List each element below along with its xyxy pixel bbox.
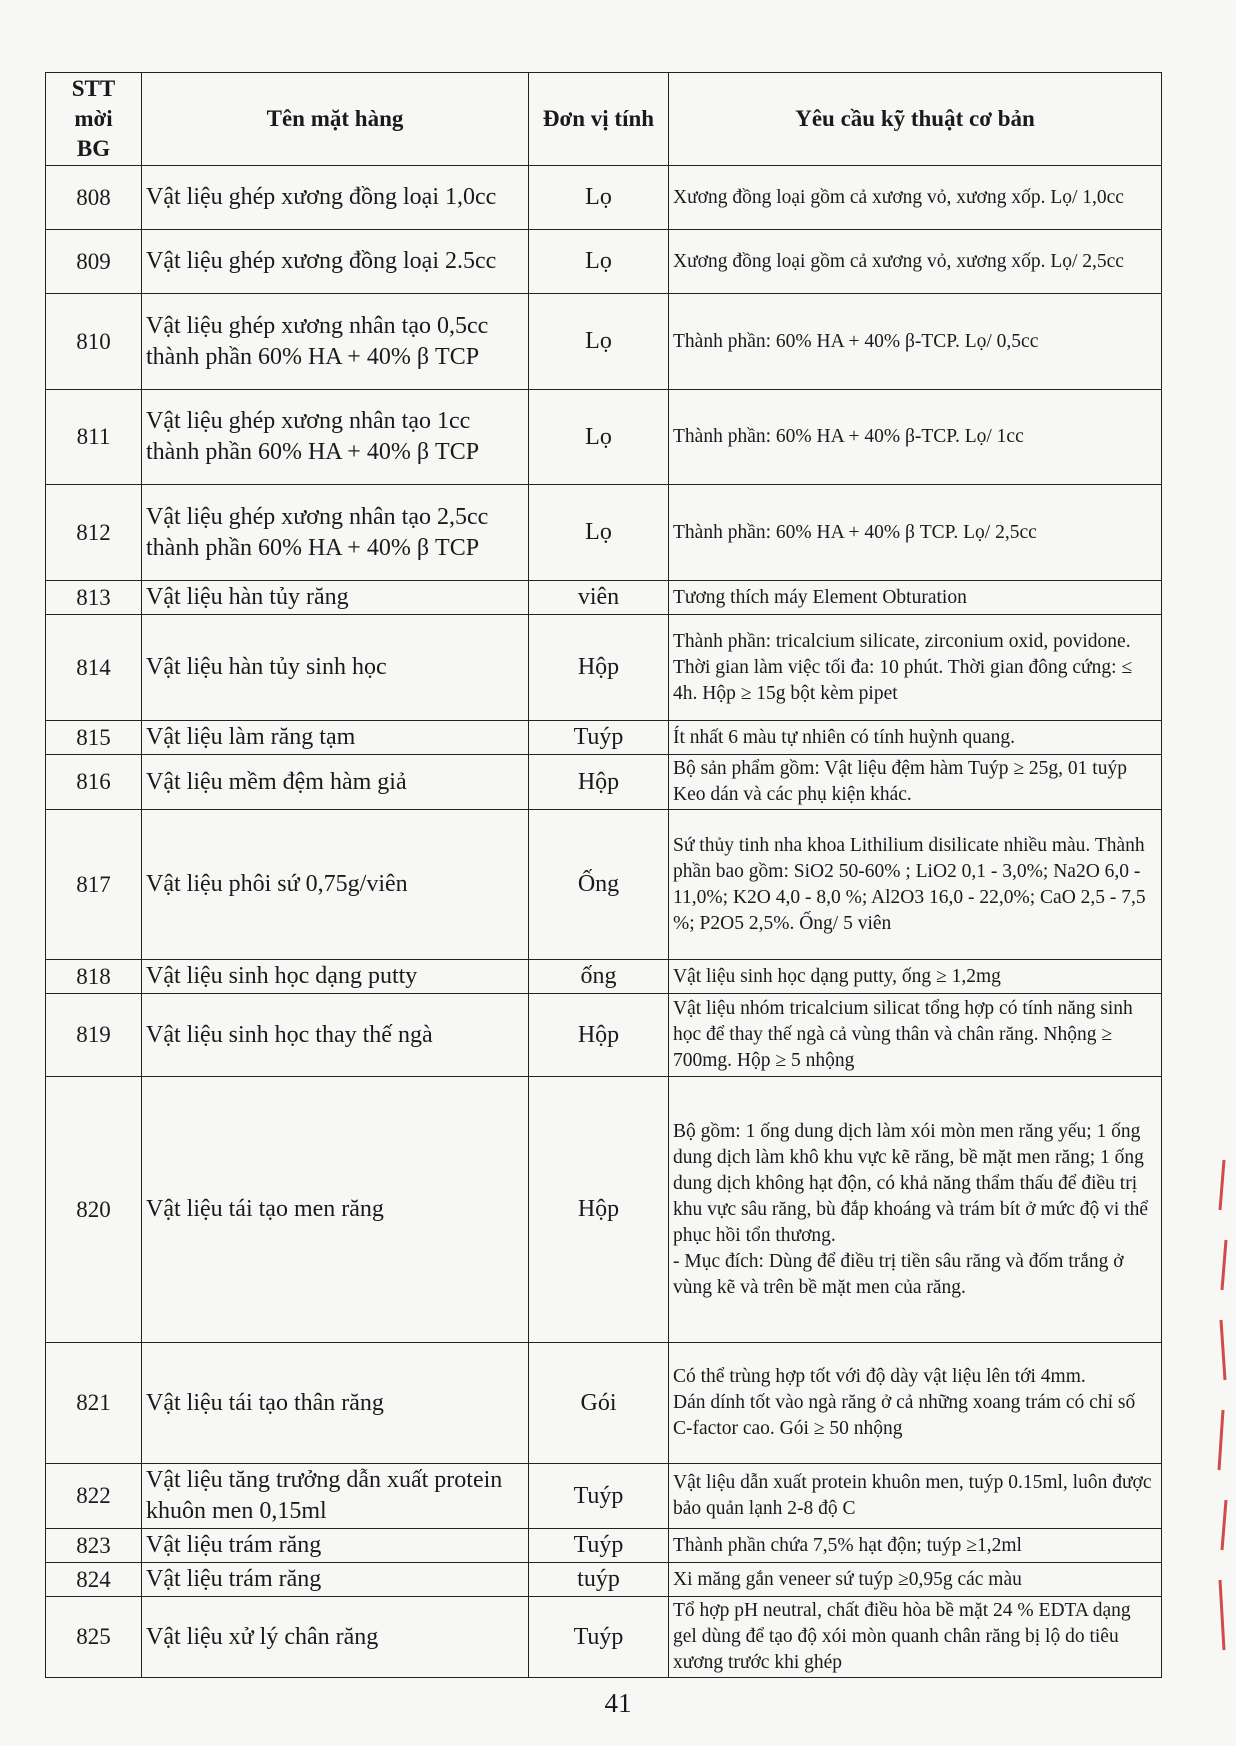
row-item-name: Vật liệu ghép xương nhân tạo 2,5cc thành phần 60% HA + 40% β TCP xyxy=(142,485,529,581)
row-requirements: Thành phần: tricalcium silicate, zirconium oxid, povidone. Thời gian làm việc tối đa: 10 phút. Thời gian đông cứng: ≤ 4h. Hộp ≥ 15g bột kèm pipet xyxy=(669,615,1162,721)
row-requirements: Sứ thủy tinh nha khoa Lithilium disilicate nhiều màu. Thành phần bao gồm: SiO2 50-60% ; LiO2 0,1 - 3,0%; Na2O 6,0 - 11,0%; K2O 4,0 - 8,0 %; Al2O3 16,0 - 22,0%; CaO 2,5 - 7,5 %; P2O5 2,5%. Ống/ 5 viên xyxy=(669,810,1162,960)
row-unit: Tuýp xyxy=(529,1529,669,1563)
table-row xyxy=(46,1563,1162,1597)
table-header-row xyxy=(46,73,1162,166)
row-unit: tuýp xyxy=(529,1563,669,1597)
row-stt: 812 xyxy=(46,485,142,581)
row-unit: Hộp xyxy=(529,1077,669,1343)
table-row xyxy=(46,810,1162,960)
row-stt: 817 xyxy=(46,810,142,960)
table-row xyxy=(46,960,1162,994)
row-unit: Lọ xyxy=(529,390,669,485)
row-unit: Lọ xyxy=(529,230,669,294)
row-item-name: Vật liệu sinh học dạng putty xyxy=(142,960,529,994)
row-stt: 814 xyxy=(46,615,142,721)
row-stt: 809 xyxy=(46,230,142,294)
row-stt: 811 xyxy=(46,390,142,485)
row-requirements: Xương đồng loại gồm cả xương vỏ, xương xốp. Lọ/ 2,5cc xyxy=(669,230,1162,294)
row-unit: Hộp xyxy=(529,615,669,721)
row-requirements: Thành phần: 60% HA + 40% β-TCP. Lọ/ 1cc xyxy=(669,390,1162,485)
row-stt: 815 xyxy=(46,721,142,755)
row-item-name: Vật liệu ghép xương nhân tạo 1cc thành phần 60% HA + 40% β TCP xyxy=(142,390,529,485)
technical-requirements-table xyxy=(45,72,1162,1678)
header-stt-line1: STT xyxy=(71,76,116,101)
red-stamp-edge xyxy=(1212,1150,1236,1670)
table-row xyxy=(46,1077,1162,1343)
table-row xyxy=(46,615,1162,721)
header-stt xyxy=(46,73,142,166)
row-stt: 821 xyxy=(46,1343,142,1464)
row-item-name: Vật liệu hàn tủy sinh học xyxy=(142,615,529,721)
row-item-name: Vật liệu tái tạo thân răng xyxy=(142,1343,529,1464)
row-stt: 823 xyxy=(46,1529,142,1563)
row-unit: Lọ xyxy=(529,166,669,230)
row-requirements: Xi măng gắn veneer sứ tuýp ≥0,95g các màu xyxy=(669,1563,1162,1597)
row-item-name: Vật liệu tăng trưởng dẫn xuất protein khuôn men 0,15ml xyxy=(142,1464,529,1529)
row-item-name: Vật liệu xử lý chân răng xyxy=(142,1597,529,1678)
row-requirements: Thành phần: 60% HA + 40% β TCP. Lọ/ 2,5cc xyxy=(669,485,1162,581)
table-row xyxy=(46,721,1162,755)
row-item-name: Vật liệu hàn tủy răng xyxy=(142,581,529,615)
table-row xyxy=(46,1343,1162,1464)
row-requirements: Thành phần chứa 7,5% hạt độn; tuýp ≥1,2ml xyxy=(669,1529,1162,1563)
row-item-name: Vật liệu ghép xương đồng loại 2.5cc xyxy=(142,230,529,294)
row-item-name: Vật liệu trám răng xyxy=(142,1563,529,1597)
table-row xyxy=(46,230,1162,294)
table-row xyxy=(46,390,1162,485)
header-stt-line3: BG xyxy=(76,136,111,161)
table-row xyxy=(46,166,1162,230)
row-unit: Gói xyxy=(529,1343,669,1464)
table-row xyxy=(46,581,1162,615)
row-requirements: Bộ sản phẩm gồm: Vật liệu đệm hàm Tuýp ≥ 25g, 01 tuýp Keo dán và các phụ kiện khác. xyxy=(669,755,1162,810)
row-item-name: Vật liệu trám răng xyxy=(142,1529,529,1563)
row-stt: 820 xyxy=(46,1077,142,1343)
row-requirements: Vật liệu sinh học dạng putty, ống ≥ 1,2mg xyxy=(669,960,1162,994)
table-row xyxy=(46,1529,1162,1563)
row-unit: viên xyxy=(529,581,669,615)
row-requirements: Tổ hợp pH neutral, chất điều hòa bề mặt 24 % EDTA dạng gel dùng để tạo độ xói mòn quanh chân răng bị lộ do tiêu xương trước khi ghép xyxy=(669,1597,1162,1678)
row-item-name: Vật liệu tái tạo men răng xyxy=(142,1077,529,1343)
row-requirements: Vật liệu nhóm tricalcium silicat tổng hợp có tính năng sinh học để thay thế ngà cả vùng thân và chân răng. Nhộng ≥ 700mg. Hộp ≥ 5 nhộng xyxy=(669,994,1162,1077)
row-stt: 819 xyxy=(46,994,142,1077)
row-requirements: Có thể trùng hợp tốt với độ dày vật liệu lên tới 4mm. Dán dính tốt vào ngà răng ở cả những xoang trám có chỉ số C-factor cao. Gói ≥ 50 nhộng xyxy=(669,1343,1162,1464)
row-item-name: Vật liệu ghép xương đồng loại 1,0cc xyxy=(142,166,529,230)
row-unit: Lọ xyxy=(529,485,669,581)
page-number: 41 xyxy=(604,1688,632,1718)
row-requirements: Vật liệu dẫn xuất protein khuôn men, tuýp 0.15ml, luôn được bảo quản lạnh 2-8 độ C xyxy=(669,1464,1162,1529)
row-requirements: Thành phần: 60% HA + 40% β-TCP. Lọ/ 0,5cc xyxy=(669,294,1162,390)
header-item-name: Tên mặt hàng xyxy=(142,73,529,166)
header-unit: Đơn vị tính xyxy=(529,73,669,166)
row-unit: Hộp xyxy=(529,994,669,1077)
table-row xyxy=(46,1597,1162,1678)
row-requirements: Tương thích máy Element Obturation xyxy=(669,581,1162,615)
row-item-name: Vật liệu phôi sứ 0,75g/viên xyxy=(142,810,529,960)
row-item-name: Vật liệu mềm đệm hàm giả xyxy=(142,755,529,810)
row-unit: ống xyxy=(529,960,669,994)
row-requirements: Xương đồng loại gồm cả xương vỏ, xương xốp. Lọ/ 1,0cc xyxy=(669,166,1162,230)
table-row xyxy=(46,755,1162,810)
row-unit: Tuýp xyxy=(529,1597,669,1678)
row-item-name: Vật liệu làm răng tạm xyxy=(142,721,529,755)
row-item-name: Vật liệu sinh học thay thế ngà xyxy=(142,994,529,1077)
row-unit: Tuýp xyxy=(529,721,669,755)
row-stt: 808 xyxy=(46,166,142,230)
row-unit: Ống xyxy=(529,810,669,960)
row-item-name: Vật liệu ghép xương nhân tạo 0,5cc thành phần 60% HA + 40% β TCP xyxy=(142,294,529,390)
row-requirements: Ít nhất 6 màu tự nhiên có tính huỳnh quang. xyxy=(669,721,1162,755)
row-stt: 810 xyxy=(46,294,142,390)
table-row xyxy=(46,994,1162,1077)
row-stt: 816 xyxy=(46,755,142,810)
row-stt: 818 xyxy=(46,960,142,994)
row-requirements: Bộ gồm: 1 ống dung dịch làm xói mòn men răng yếu; 1 ống dung dịch làm khô khu vực kẽ răng, bề mặt men răng; 1 ống dung dịch không hạt độn, có khả năng thẩm thấu để điều trị khu vực sâu răng, bù đắp khoáng và trám bít ở mức độ vi thể phục hồi tổn thương. - Mục đích: Dùng để điều trị tiền sâu răng và đốm trắng ở vùng kẽ và trên bề mặt men của răng. xyxy=(669,1077,1162,1343)
row-stt: 822 xyxy=(46,1464,142,1529)
row-unit: Tuýp xyxy=(529,1464,669,1529)
row-stt: 825 xyxy=(46,1597,142,1678)
row-stt: 813 xyxy=(46,581,142,615)
header-requirements: Yêu cầu kỹ thuật cơ bản xyxy=(669,73,1162,166)
header-stt-line2: mời xyxy=(74,106,113,131)
row-unit: Hộp xyxy=(529,755,669,810)
table-row xyxy=(46,294,1162,390)
table-row xyxy=(46,1464,1162,1529)
table-row xyxy=(46,485,1162,581)
row-stt: 824 xyxy=(46,1563,142,1597)
row-unit: Lọ xyxy=(529,294,669,390)
